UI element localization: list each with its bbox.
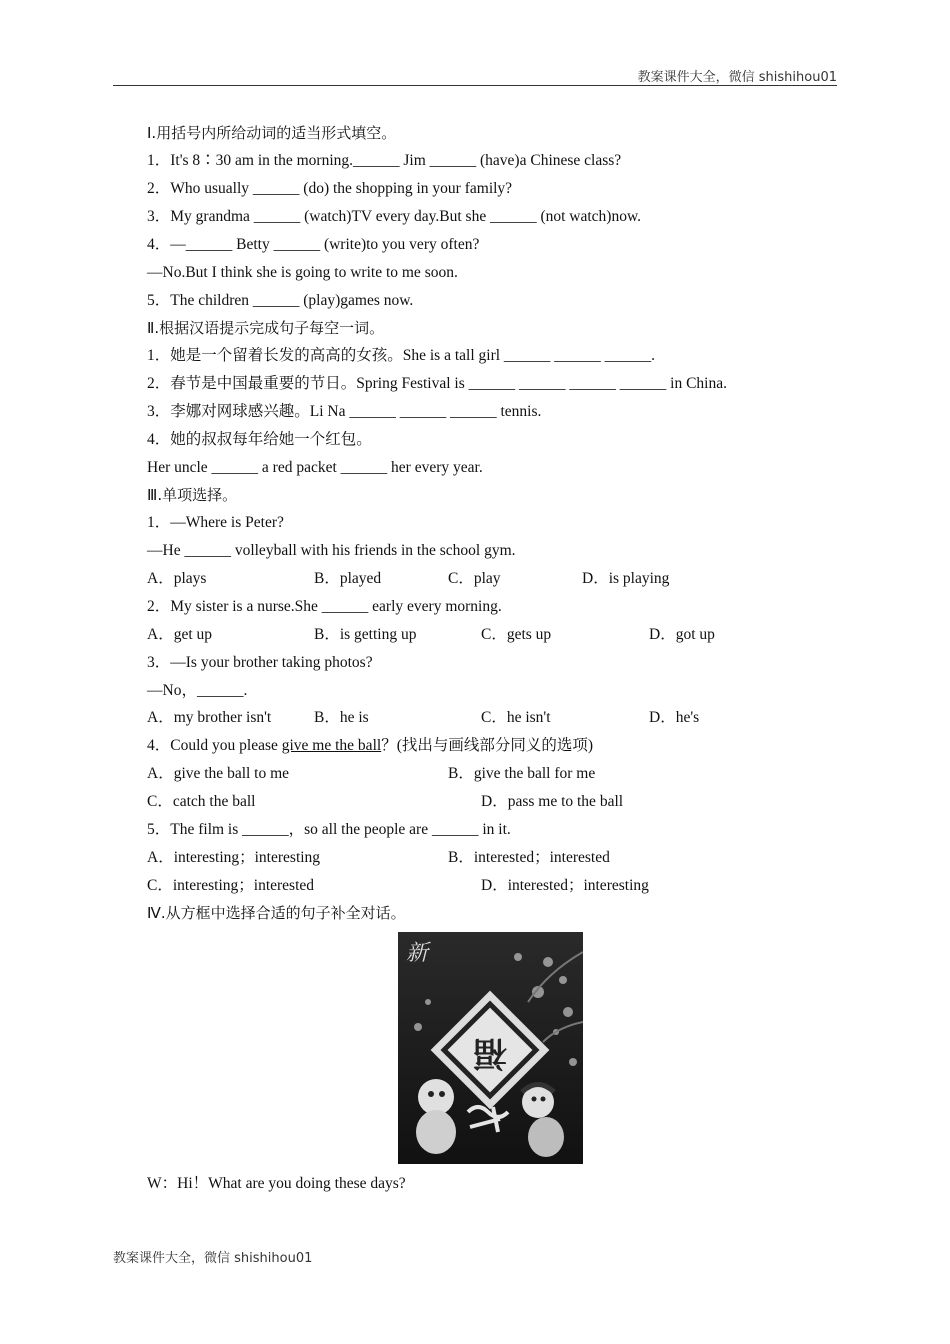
- s3-question-1-reply: —He ______ volleyball with his friends in the school gym.: [147, 542, 516, 559]
- s2-question-1: 1．她是一个留着长发的高高的女孩。She is a tall girl ______ ______ ______.: [147, 347, 656, 364]
- s3-q4-option-d: D．pass me to the ball: [481, 793, 624, 810]
- s3-q4-text-pre: 4．Could you please: [147, 737, 282, 754]
- s1-question-5: 5．The children ______ (play)games now.: [147, 292, 414, 309]
- s3-q3-option-b: B．he is: [314, 709, 369, 726]
- s3-q4-option-b: B．give the ball for me: [448, 765, 596, 782]
- dialogue-line-1: W：Hi！What are you doing these days?: [147, 1175, 406, 1192]
- section-2-title: Ⅱ.根据汉语提示完成句子每空一词。: [147, 319, 385, 337]
- s3-q5-option-b: B．interested；interested: [448, 849, 610, 866]
- s3-q1-option-c: C．play: [448, 570, 501, 587]
- s3-question-1: 1．—Where is Peter?: [147, 514, 284, 531]
- s3-q2-option-d: D．got up: [649, 626, 715, 643]
- s2-question-3: 3．李娜对网球感兴趣。Li Na ______ ______ ______ tennis.: [147, 403, 542, 420]
- s1-question-1: 1．It's 8∶30 am in the morning.______ Jim ______ (have)a Chinese class?: [147, 152, 622, 169]
- s1-question-3: 3．My grandma ______ (watch)TV every day.But she ______ (not watch)now.: [147, 208, 642, 225]
- s3-q3-option-a: A．my brother isn't: [147, 709, 272, 726]
- s3-question-4: [147, 736, 593, 756]
- s3-q2-option-a: A．get up: [147, 626, 213, 643]
- s2-question-4: 4．她的叔叔每年给她一个红包。: [147, 431, 372, 448]
- s3-question-5: 5．The film is ______，so all the people are ______ in it.: [147, 821, 511, 838]
- fu-character: 福: [473, 1033, 507, 1073]
- s1-question-4-reply: —No.But I think she is going to write to me soon.: [147, 264, 458, 281]
- spring-festival-picture: [398, 932, 583, 1164]
- s3-q2-option-c: C．gets up: [481, 626, 552, 643]
- s3-q4-option-a: A．give the ball to me: [147, 765, 290, 782]
- s3-question-3: 3．—Is your brother taking photos?: [147, 654, 373, 671]
- page-header: 教案课件大全，微信 shishihou01: [637, 70, 837, 85]
- s3-q4-text-post: ？(找出与画线部分同义的选项): [381, 737, 594, 754]
- section-3-title: Ⅲ.单项选择。: [147, 486, 238, 504]
- s3-q3-option-d: D．he's: [649, 709, 700, 726]
- s3-q5-option-a: A．interesting；interesting: [147, 849, 321, 866]
- s1-question-2: 2．Who usually ______ (do) the shopping in your family?: [147, 180, 513, 197]
- s3-q4-underlined-phrase: give me the ball: [281, 737, 382, 754]
- header-rule: [113, 85, 837, 86]
- s3-question-3-reply: —No，______.: [147, 682, 248, 699]
- s1-question-4: 4．—______ Betty ______ (write)to you very often?: [147, 236, 480, 253]
- s3-q3-option-c: C．he isn't: [481, 709, 551, 726]
- s2-question-4-english: Her uncle ______ a red packet ______ her every year.: [147, 459, 483, 476]
- s3-q1-option-b: B．played: [314, 570, 382, 587]
- s3-q5-option-d: D．interested；interesting: [481, 877, 649, 894]
- section-1-title: Ⅰ.用括号内所给动词的适当形式填空。: [147, 124, 397, 142]
- s3-q4-option-c: C．catch the ball: [147, 793, 256, 810]
- page-footer: 教案课件大全，微信 shishihou01: [113, 1251, 313, 1266]
- s2-question-2: 2．春节是中国最重要的节日。Spring Festival is ______ ______ ______ ______ in China.: [147, 375, 727, 392]
- section-4-title: Ⅳ.从方框中选择合适的句子补全对话。: [147, 904, 406, 922]
- s3-q5-option-c: C．interesting；interested: [147, 877, 315, 894]
- svg-text:新: 新: [406, 941, 429, 966]
- s3-q1-option-a: A．plays: [147, 570, 207, 587]
- s3-q2-option-b: B．is getting up: [314, 626, 417, 643]
- s3-q1-option-d: D．is playing: [582, 570, 670, 587]
- s3-question-2: 2．My sister is a nurse.She ______ early every morning.: [147, 598, 502, 615]
